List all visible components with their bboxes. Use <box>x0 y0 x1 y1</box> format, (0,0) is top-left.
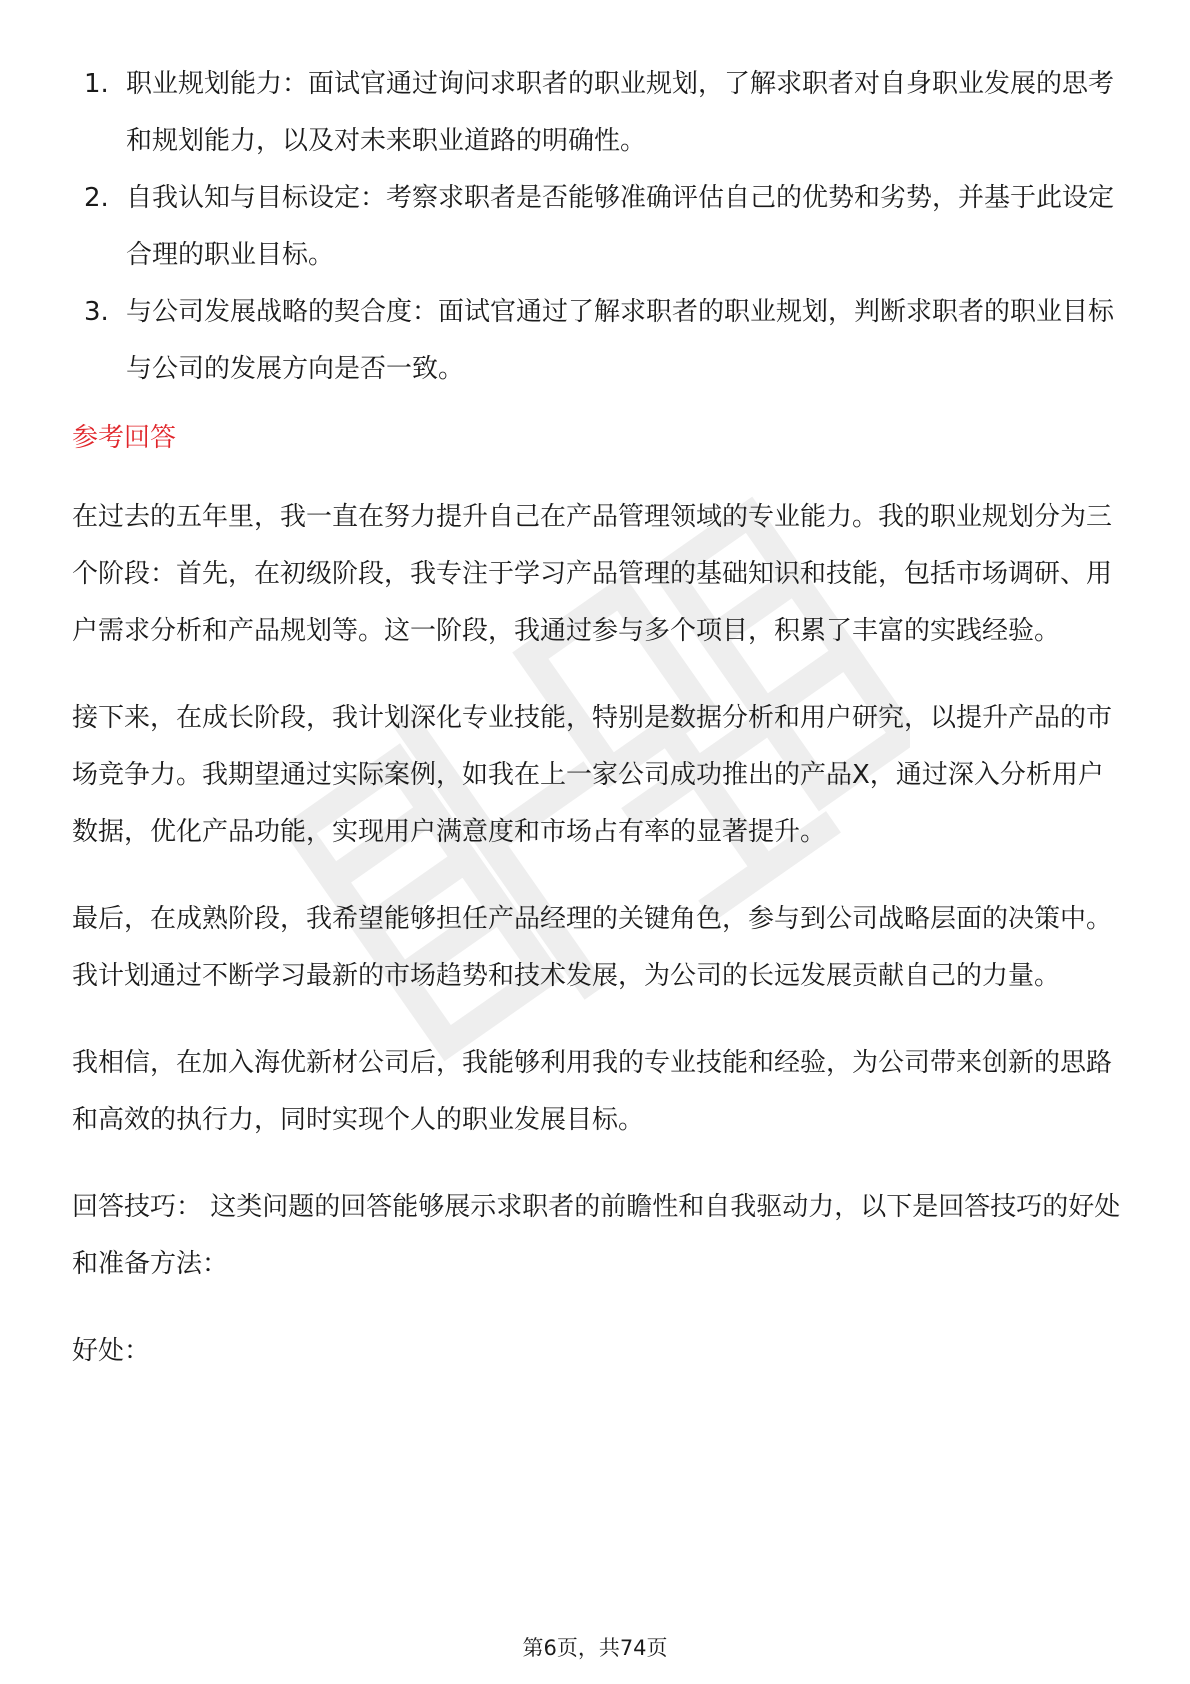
list-item <box>72 284 1127 398</box>
answer-paragraph: 在过去的五年里，我一直在努力提升自己在产品管理领域的专业能力。我的职业规划分为三个阶段：首先，在初级阶段，我专注于学习产品管理的基础知识和技能，包括市场调研、用户需求分析和产品规划等。这一阶段，我通过参与多个项目，积累了丰富的实践经验。 <box>72 502 1113 646</box>
list-item-text: 与公司发展战略的契合度：面试官通过了解求职者的职业规划，判断求职者的职业目标与公司的发展方向是否一致。 <box>126 297 1115 384</box>
answer-paragraph: 最后，在成熟阶段，我希望能够担任产品经理的关键角色，参与到公司战略层面的决策中。我计划通过不断学习最新的市场趋势和技术发展，为公司的长远发展贡献自己的力量。 <box>72 904 1113 991</box>
list-item <box>72 170 1127 284</box>
list-item-number: 3. <box>84 297 109 327</box>
list-item-text: 自我认知与目标设定：考察求职者是否能够准确评估自己的优势和劣势，并基于此设定合理的职业目标。 <box>126 183 1115 270</box>
list-item <box>72 56 1127 170</box>
list-item-number: 1. <box>84 69 109 99</box>
page-number-footer: 第6页，共74页 <box>522 1636 668 1660</box>
answer-paragraph: 接下来，在成长阶段，我计划深化专业技能，特别是数据分析和用户研究，以提升产品的市场竞争力。我期望通过实际案例，如我在上一家公司成功推出的产品X，通过深入分析用户数据，优化产品功能，实现用户满意度和市场占有率的显著提升。 <box>72 703 1113 847</box>
list-item-number: 2. <box>84 183 109 213</box>
reference-answer-heading: 参考回答 <box>72 423 177 453</box>
list-item-text: 职业规划能力：面试官通过询问求职者的职业规划，了解求职者对自身职业发展的思考和规划能力，以及对未来职业道路的明确性。 <box>126 69 1115 156</box>
page-content <box>72 56 1127 1380</box>
benefits-heading: 好处： <box>72 1336 151 1366</box>
tips-paragraph: 回答技巧： 这类问题的回答能够展示求职者的前瞻性和自我驱动力，以下是回答技巧的好处和准备方法： <box>72 1192 1121 1279</box>
evaluation-criteria-list <box>72 56 1127 398</box>
answer-paragraph: 我相信，在加入海优新材公司后，我能够利用我的专业技能和经验，为公司带来创新的思路和高效的执行力，同时实现个人的职业发展目标。 <box>72 1048 1113 1135</box>
